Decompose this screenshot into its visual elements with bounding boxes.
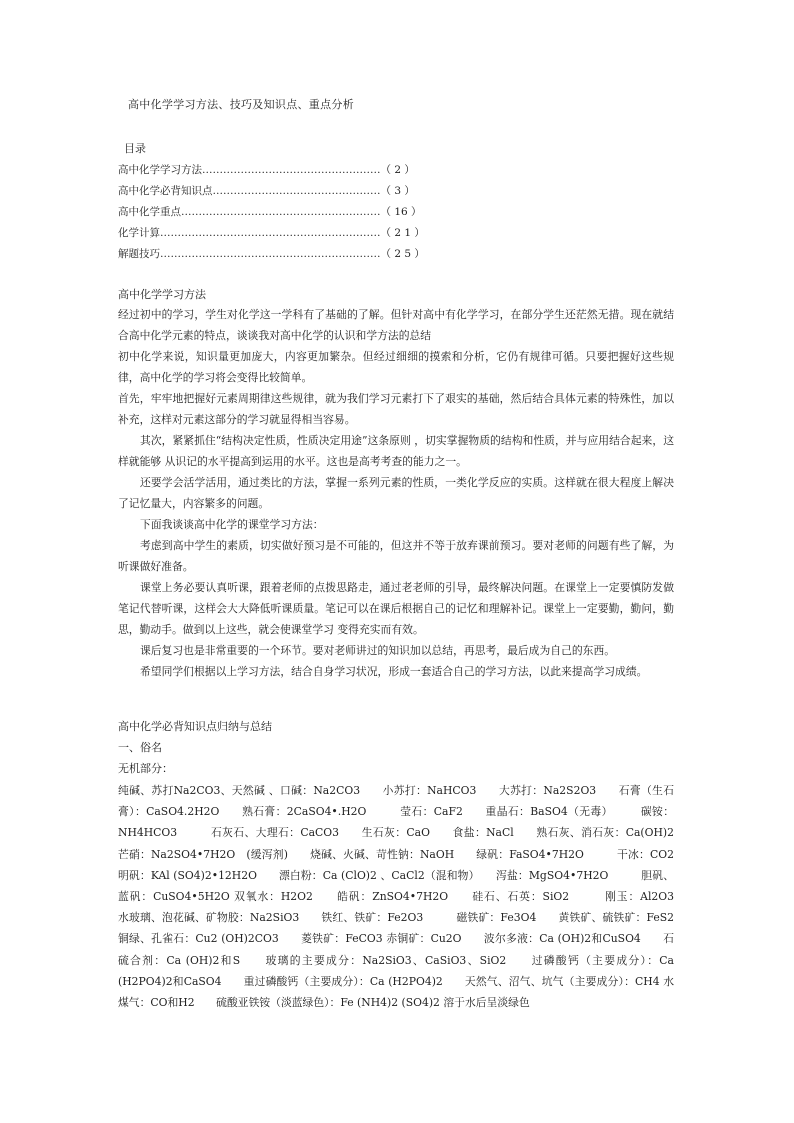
paragraph: 考虑到高中学生的素质，切实做好预习是不可能的，但这并不等于放弃课前预习。要对老师的问题有些了解，为听课做好准备。 bbox=[118, 539, 674, 574]
paragraph: 初中化学来说，知识量更加庞大，内容更加繁杂。但经过细细的摸索和分析，它仍有规律可循。只要把握好这些规律，高中化学的学习将会变得比较简单。 bbox=[118, 350, 674, 385]
paragraph: 首先，牢牢地把握好元素周期律这些规律，就为我们学习元素打下了艰实的基础，然后结合具体元素的特殊性，加以补充，这样对元素这部分的学习就显得相当容易。 bbox=[118, 392, 674, 427]
toc-item[interactable]: 高中化学必背知识点…………………………………………（ 3 ） bbox=[118, 185, 415, 197]
section-heading-key-points: 高中化学必背知识点归纳与总结 bbox=[118, 720, 272, 733]
toc-item[interactable]: 高中化学重点…………………………………………………（ 16 ） bbox=[118, 206, 422, 218]
document-title: 高中化学学习方法、技巧及知识点、重点分析 bbox=[128, 98, 354, 111]
paragraph: 其次，紧紧抓住“结构决定性质，性质决定用途”这条原则 ，切实掌握物质的结构和性质，并与应用结合起来，这样就能够 从识记的水平提高到运用的水平。这也是高考考查的能力之一。 bbox=[118, 434, 674, 469]
paragraph: 下面我谈谈高中化学的课堂学习方法： bbox=[140, 518, 324, 531]
paragraph: 课堂上务必要认真听课，跟着老师的点拨思路走，通过老老师的引导，最终解决问题。在课堂上一定要慎防发做笔记代替听课，这样会大大降低听课质量。笔记可以在课后根据自己的记忆和理解补记。课堂上一定要勤，勤问，勤思，勤动手。做到以上这些，就会使课堂学习 变得充实而有效。 bbox=[118, 581, 674, 637]
subsection-heading: 无机部分： bbox=[118, 762, 173, 775]
paragraph: 还要学会活学活用，通过类比的方法，掌握一系列元素的性质，一类化学反应的实质。这样就在很大程度上解决了记忆量大，内容繁多的问题。 bbox=[118, 476, 674, 511]
paragraph: 课后复习也是非常重要的一个环节。要对老师讲过的知识加以总结，再思考，最后成为自己的东西。 bbox=[140, 644, 616, 657]
paragraph: 纯碱、苏打Na2CO3、天然碱 、口碱：Na2CO3 小苏打：NaHCO3 大苏打：Na2S2O3 石膏（生石膏）：CaSO4.2H2O 熟石膏：2CaSO4•.H2O 莹石：CaF2 重晶石：BaSO4（无毒） 碳铵：NH4HCO3 石灰石、大理石：CaCO3 生石灰：CaO 食盐：NaCl 熟石灰、消石灰：Ca(OH)2 芒硝：Na2SO4•7H2O (缓泻剂) 烧碱、火碱、苛性钠：NaOH 绿矾：FaSO4•7H2O 干冰：CO2 明矾：KAl (SO4)2•12H2O 漂白粉：Ca (ClO)2 、CaCl2（混和物） 泻盐：MgSO4•7H2O 胆矾、蓝矾：CuSO4•5H2O 双氧水：H2O2 皓矾：ZnSO4•7H2O 硅石、石英：SiO2 刚玉：Al2O3 水玻璃、泡花碱、矿物胶：Na2SiO3 铁红、铁矿：Fe2O3 磁铁矿：Fe3O4 黄铁矿、硫铁矿：FeS2 铜绿、孔雀石：Cu2 (OH)2CO3 菱铁矿：FeCO3 赤铜矿：Cu2O 波尔多液：Ca (OH)2和CuSO4 石硫合剂：Ca (OH)2和S 玻璃的主要成分：Na2SiO3、CaSiO3、SiO2 过磷酸钙（主要成分）：Ca (H2PO4)2和CaSO4 重过磷酸钙（主要成分）：Ca (H2PO4)2 天然气、沼气、坑气（主要成分）：CH4 水煤气：CO和H2 硫酸亚铁铵（淡蓝绿色）：Fe (NH4)2 (SO4)2 溶于水后呈淡绿色 bbox=[118, 784, 696, 1010]
toc-item[interactable]: 解题技巧………………………………………………………（ 2 5 ） bbox=[118, 248, 425, 260]
section-heading-study-method: 高中化学学习方法 bbox=[118, 288, 206, 301]
table-of-contents bbox=[118, 160, 425, 265]
toc-item[interactable]: 高中化学学习方法……………………………………………（ 2 ） bbox=[118, 164, 415, 176]
toc-heading: 目录 bbox=[124, 142, 146, 155]
paragraph: 希望同学们根据以上学习方法，结合自身学习状况，形成一套适合自己的学习方法，以此来提高学习成绩。 bbox=[140, 665, 648, 678]
paragraph: 经过初中的学习，学生对化学这一学科有了基础的了解。但针对高中有化学学习，在部分学生还茫然无措。现在就结合高中化学元素的特点，谈谈我对高中化学的认识和学方法的总结 bbox=[118, 308, 674, 343]
subsection-heading: 一、俗名 bbox=[118, 741, 162, 754]
toc-item[interactable]: 化学计算………………………………………………………（ 2 1 ） bbox=[118, 227, 425, 239]
